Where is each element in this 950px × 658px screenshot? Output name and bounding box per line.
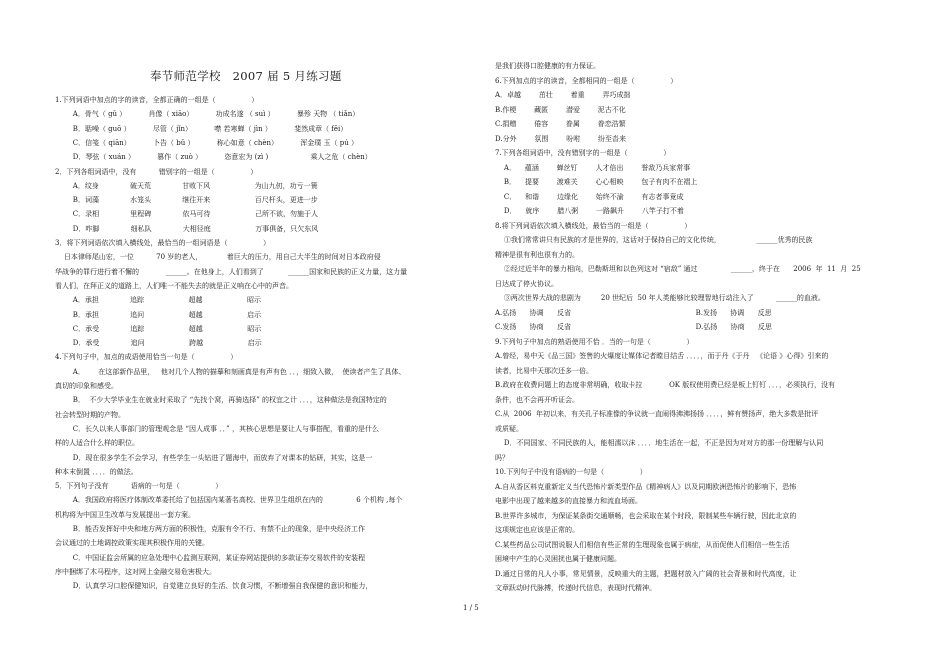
text-line: 文章跃动时代脉搏，传递时代信息，表现时代精神。 — [495, 584, 656, 592]
text-line: C．信笺（ qiān） 卜告（ bǔ ） 称心如意（ chèn） 浑金璞 玉（ pú ） — [55, 138, 358, 147]
text-line: B.世界许多城市，为保证某条街交通顺畅，也会采取在某个时段，限制某些车辆行驶，因此北京的 — [495, 511, 797, 520]
text-line: 或质疑。 — [495, 424, 523, 433]
text-line: D．琴弦（ xuán ） 篡作（ zuò ） 恣意宏为 (zì ) 乘人之危（ chèn） — [55, 153, 372, 162]
text-line: 会议通过的土地调控政策实现其积极作用的关键。 — [55, 539, 209, 548]
text-line: A.曾经，易中天《品三国》签售的火爆度让媒体记者瞠目结舌 ．．．．，而于丹《于丹 《论语 》心得》引来的 — [495, 352, 829, 360]
text-line: 6.下列加点的字的读音，全都相同的一组是（ ） — [495, 76, 678, 85]
page-number: 1 / 5 — [463, 604, 479, 612]
text-line: 7.下列各组词语中，没有错别字的一组是（ ） — [495, 149, 671, 157]
page-title: 奉节师范学校 2007 届 5 月练习题 — [150, 69, 342, 83]
text-line: 是我们获得口腔健康的有力保证。 — [495, 62, 600, 70]
text-line: C．中国证监会所属的应急处理中心监测互联网，某证券网站提供的多款证券交易软件的安装程 — [55, 553, 366, 562]
text-line: A．承担 追踪 超越 昭示 — [55, 296, 262, 305]
text-line: A．骨气（ gǔ ） 肖像（ xiāo） 功成名遂 （ suì ） 暴殄 天物 （ tiǎn） — [55, 110, 360, 119]
text-line: B.政府在收费问题上的态度非常明确，收取卡拉 OK 版权使用费已经是板上钉钉 ．．．，必须执行，没有 — [495, 381, 835, 389]
text-line: A． 蕴涵 蝉丝钉 人才倍出 誉敌乃兵家常事 — [495, 163, 691, 172]
text-line: 条件，也不会再开听证会。 — [495, 395, 579, 404]
text-line: A． 在这部新作品里， 他对几个人物的描摹和刻画真是有声有色 ．．，细致入微， 使读者产生了具体、 — [55, 367, 406, 376]
text-line: 机构将为中国卫生改革与发展提出一套方案。 — [55, 510, 195, 519]
text-line: D.通过日常的凡人小事，常见情景，反映重大的主题，把题材放入广阔的社会背景和时代高度，让 — [495, 569, 797, 578]
text-line: B.作梗 藏匿 潜爱 泥古不化 — [495, 105, 626, 114]
text-line: C．长久以来人事部门的管理观念是 “因人成事 ．．” ，其核心思想是要让人与事搭配，看重的是什么 — [55, 424, 379, 433]
text-line: C.某些药品公司试图说服人们相信有些正常的生理现象也属于病症，从而促使人们相信一些生活 — [495, 540, 790, 549]
text-line: 样的人适合什么样的职位。 — [55, 439, 139, 448]
text-line: 8.将下列词语依次填入横线处，最恰当的一组是（ ） — [495, 221, 692, 230]
text-line: D．不同国家、不同民族的人，能相濡以沫 ．．．．地生活在一起，不正是因为对对方的那一份理解与认同 — [495, 439, 824, 447]
text-line: C.捐赠 倦容 眷属 眷恋浩繁 — [495, 120, 626, 128]
text-line: D．咋脚 细私队 大相径庭 万事俱备，只欠东风 — [55, 224, 319, 233]
text-line: D．现在很多学生不会学习，有些学生一头钻进了题海中，而放弃了对课本的钻研，其实，这是一 — [55, 453, 373, 462]
text-line: 这项规定也应该是正常的。 — [495, 526, 579, 534]
text-line: 5．下列句子没有 语病的一句是（ ） — [55, 482, 223, 491]
text-line: B．承担 追问 超越 启示 — [55, 310, 262, 319]
text-line: 看人们，在拜正义的道路上，人们唯一不能失去的就是正义响在心中的声音。 — [55, 281, 293, 290]
text-line: 2．下列各组词语中，没有 错别字的一组是（ ） — [55, 167, 258, 176]
text-line: 1.下列词语中加点的字的读音，全都正确的一组是（ ） — [55, 96, 259, 104]
text-line: C.从 2006 年初以来，有关孔子标准像的争议就一直闹得沸沸扬扬 ．．．．，鲜有赞扬声，绝大多数是批评 — [495, 410, 819, 418]
text-line: B． 提要 渡难关 心心相映 包子有肉不在褶上 — [495, 178, 698, 186]
text-line: A．卓越 茁壮 着重 弄巧成拙 — [495, 91, 631, 99]
text-line: B．能否发挥好中央和地方两方面的积极性，克服有令不行、有禁不止的现象，是中央经济工作 — [55, 525, 365, 533]
text-line: D.分外 氛围 吩咐 纷至沓来 — [495, 134, 626, 143]
text-line: 序中捆绑了木马程序，这对网上金融交易危害极大。 — [55, 567, 216, 576]
text-line: ③两次世界大战的悲剧为 20 世纪后 50 年人类能够比较理智地行动注入了 ______的血液。 — [495, 294, 825, 302]
text-line: 9.下列句子中加点的熟语使用不恰 ．当的一句是（ ） — [495, 337, 694, 346]
text-line: B．聒噪（ guō ） 尽管（ jǐn） 噤 若寒蝉（ jìn ） 斐然成章（ fěi） — [55, 124, 348, 133]
text-line: 日本律师尾山宏，一位 70 岁的老人， 着巨大的压力，用自己大半生的时间对日本政府侵 — [55, 253, 381, 262]
text-line: D．认真学习口腔保健知识，自觉建立良好的生活、饮食习惯，不断增强自我保健的意识和能力， — [55, 582, 373, 591]
text-line: 读者，比易中天那次还多一倍。 — [495, 366, 593, 375]
text-line: B．词藻 水笼头 继往开来 百尺杆头，更进一步 — [55, 196, 318, 205]
text-line: C.发扬 协商 反省 D.弘扬 协商 反思 — [495, 323, 772, 331]
text-line: C． 和谐 边缘化 始终不渝 有志者事竟成 — [495, 192, 684, 201]
text-line: 困境中产生的心灵困扰也属于健康问题。 — [495, 555, 621, 563]
text-line: C．录相 里程碑 依马可待 己所不欲，勿施于人 — [55, 210, 318, 219]
text-line: 3．将下列词语依次填入横线处，最恰当的一组词语是（ ） — [55, 239, 271, 247]
text-line: 吗？ — [495, 453, 509, 462]
text-line: A.自从香区料克重新定义当代恐怖片新类型作品《精神病人》以及同期欧洲恐怖片的影响下，恐怖 — [495, 482, 797, 491]
text-line: A.弘扬 协调 反省 B.发扬 协调 反思 — [495, 308, 772, 317]
text-line: 10.下列句子中没有语病的一句是（ ） — [495, 468, 647, 476]
text-line: D． 就序 腊八粥 一路飙升 八竿子打不着 — [495, 207, 684, 215]
text-line: D．承受 追问 跨越 启示 — [55, 339, 262, 348]
text-line: 真切的印象和感受。 — [55, 382, 118, 390]
text-line: ①我们常常讲只有民族的才是世界的，这话对于保持自己的文化传统， ______优秀的民族 — [495, 236, 813, 244]
text-line: A．我国政府将医疗体制改革委托给了包括国内某著名高校、世界卫生组织在内的 6 个机构 ,每个 — [55, 496, 403, 505]
text-line: 精神是很有利也很有力的。 — [495, 250, 579, 259]
text-line: 日达成了停火协议。 — [495, 279, 558, 288]
text-line: 种本末倒置 ．．．．的做法。 — [55, 467, 138, 476]
text-line: A．纹身 破天荒 甘败下风 为山九仞，功亏一篑 — [55, 181, 318, 190]
text-line: C．承受 追踪 超越 昭示 — [55, 324, 262, 333]
text-line: 4.下列句子中，加点的成语使用恰当一句是（ ） — [55, 353, 238, 362]
text-line: 电影中出现了越来越多的直接暴力和流血场面。 — [495, 497, 642, 505]
text-line: 社会转型时期的产物。 — [55, 410, 125, 419]
text-line: B． 不少大学毕业生在就业时采取了 “先找个窝，再骑选择” 的权宜之计 ．．．，这种做法是我国特定的 — [55, 396, 387, 405]
text-line: 华战争的罪行进行着不懈的 ______。在他身上，人们看到了 ______国家和民族的正义力量，这力量 — [55, 267, 408, 276]
text-line: ②经过近半年的暴力相向，巴勒斯坦和以色列这对 “宿敌” 通过 ______，终于在 2006 年 11 月 25 — [495, 265, 861, 273]
